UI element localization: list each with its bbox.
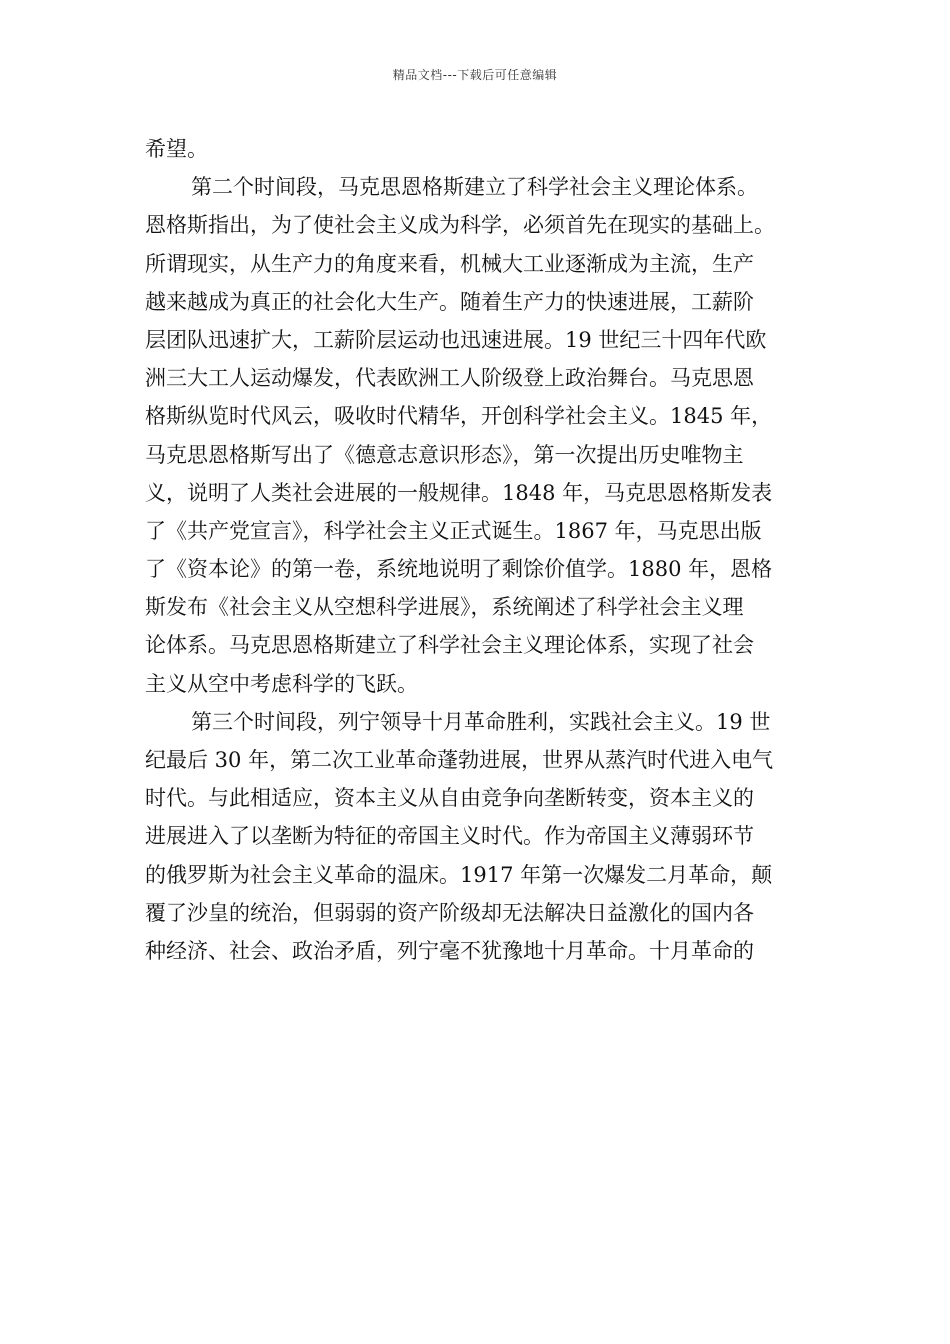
paragraph-start-line: 第二个时间段，马克思恩格斯建立了科学社会主义理论体系。 — [191, 175, 758, 200]
text-line: 恩格斯指出，为了使社会主义成为科学，必须首先在现实的基础上。 — [145, 213, 775, 238]
text-line: 论体系。马克思恩格斯建立了科学社会主义理论体系，实现了社会 — [145, 633, 754, 658]
document-body — [145, 130, 817, 970]
text-line: 进展进入了以垄断为特征的帝国主义时代。作为帝国主义薄弱环节 — [145, 824, 754, 849]
text-line: 时代。与此相适应，资本主义从自由竞争向垄断转变，资本主义的 — [145, 786, 754, 811]
text-line: 的俄罗斯为社会主义革命的温床。1917 年第一次爆发二月革命，颠 — [145, 862, 773, 887]
text-line: 覆了沙皇的统治，但弱弱的资产阶级却无法解决日益激化的国内各 — [145, 900, 754, 925]
text-line: 格斯纵览时代风云，吸收时代精华，开创科学社会主义。1845 年， — [145, 404, 773, 429]
text-line: 种经济、社会、政治矛盾，列宁毫不犹豫地十月革命。十月革命的 — [145, 938, 754, 963]
text-line: 越来越成为真正的社会化大生产。随着生产力的快速进展，工薪阶 — [145, 289, 754, 314]
text-line: 所谓现实，从生产力的角度来看，机械大工业逐渐成为主流，生产 — [145, 251, 754, 276]
text-line: 希望。 — [145, 137, 208, 161]
page-header: 精品文档---下载后可任意编辑 — [392, 68, 558, 82]
text-line: 了《资本论》的第一卷，系统地说明了剩馀价值学。1880 年，恩格 — [145, 557, 773, 582]
text-line: 了《共产党宣言》，科学社会主义正式诞生。1867 年，马克思出版 — [145, 518, 762, 543]
text-line: 纪最后 30 年，第二次工业革命蓬勃进展，世界从蒸汽时代进入电气 — [145, 748, 774, 772]
text-line: 义，说明了人类社会进展的一般规律。1848 年，马克思恩格斯发表 — [145, 480, 773, 505]
text-line: 层团队迅速扩大，工薪阶层运动也迅速进展。19 世纪三十四年代欧 — [145, 327, 767, 352]
text-line: 马克思恩格斯写出了《德意志意识形态》，第一次提出历史唯物主 — [145, 442, 744, 467]
text-line: 斯发布《社会主义从空想科学进展》，系统阐述了科学社会主义理 — [145, 595, 744, 620]
paragraph-start-line: 第三个时间段，列宁领导十月革命胜利，实践社会主义。19 世 — [191, 709, 771, 734]
text-line: 主义从空中考虑科学的飞跃。 — [145, 671, 418, 696]
text-line: 洲三大工人运动爆发，代表欧洲工人阶级登上政治舞台。马克思恩 — [145, 366, 754, 391]
